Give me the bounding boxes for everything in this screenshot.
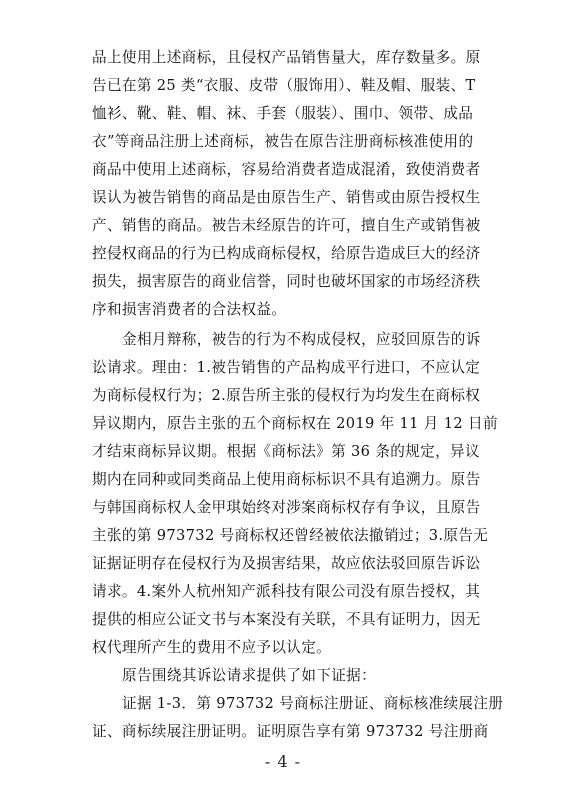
page-number: - 4 - bbox=[264, 752, 302, 771]
text-line: 才结束商标异议期。根据《商标法》第 36 条的规定，异议 bbox=[92, 443, 480, 460]
text-line: 与韩国商标权人金甲琪始终对涉案商标权存有争议，且原告 bbox=[92, 499, 481, 516]
text-line: 主张的第 973732 号商标权还曾经被依法撤销过；3.原告无 bbox=[92, 527, 489, 544]
text-line: 原告围绕其诉讼请求提供了如下证据： bbox=[122, 667, 377, 684]
text-line: 异议期内，原告主张的五个商标权在 2019 年 11 月 12 日前 bbox=[92, 415, 498, 432]
text-line: 金相月辩称，被告的行为不构成侵权，应驳回原告的诉 bbox=[122, 331, 481, 348]
text-line: 证据证明存在侵权行为及损害结果，故应依法驳回原告诉讼 bbox=[92, 555, 481, 572]
text-line: 权代理所产生的费用不应予以认定。 bbox=[92, 639, 332, 656]
text-line: 期内在同种或同类商品上使用商标标识不具有追溯力。原告 bbox=[92, 471, 481, 488]
text-line: 品上使用上述商标，且侵权产品销售量大，库存数量多。原 bbox=[92, 49, 481, 66]
text-line: 商品中使用上述商标，容易给消费者造成混淆，致使消费者 bbox=[92, 161, 481, 178]
text-line: 告已在第 25 类“衣服、皮带（服饰用）、鞋及帽、服装、T bbox=[92, 77, 476, 94]
text-line: 为商标侵权行为；2.原告所主张的侵权行为均发生在商标权 bbox=[92, 387, 481, 404]
text-line: 讼请求。理由：1.被告销售的产品构成平行进口，不应认定 bbox=[92, 359, 481, 376]
text-line: 恤衫、靴、鞋、帽、袜、手套（服装）、围巾、领带、成品 bbox=[92, 105, 474, 122]
text-line: 证据 1-3．第 973732 号商标注册证、商标核准续展注册 bbox=[122, 695, 504, 712]
text-line: 序和损害消费者的合法权益。 bbox=[92, 301, 287, 318]
text-line: 误认为被告销售的商品是由原告生产、销售或由原告授权生 bbox=[92, 189, 481, 206]
text-line: 产、销售的商品。被告未经原告的许可，擅自生产或销售被 bbox=[92, 217, 481, 234]
text-line: 控侵权商品的行为已构成商标侵权，给原告造成巨大的经济 bbox=[92, 245, 481, 262]
text-line: 提供的相应公证文书与本案没有关联，不具有证明力，因无 bbox=[92, 611, 481, 628]
text-line: 请求。4.案外人杭州知产派科技有限公司没有原告授权，其 bbox=[92, 583, 481, 600]
text-line: 衣”等商品注册上述商标，被告在原告注册商标核准使用的 bbox=[92, 133, 474, 150]
text-line: 损失，损害原告的商业信誉，同时也破坏国家的市场经济秩 bbox=[92, 273, 481, 290]
text-line: 证、商标续展注册证明。证明原告享有第 973732 号注册商 bbox=[92, 723, 489, 740]
